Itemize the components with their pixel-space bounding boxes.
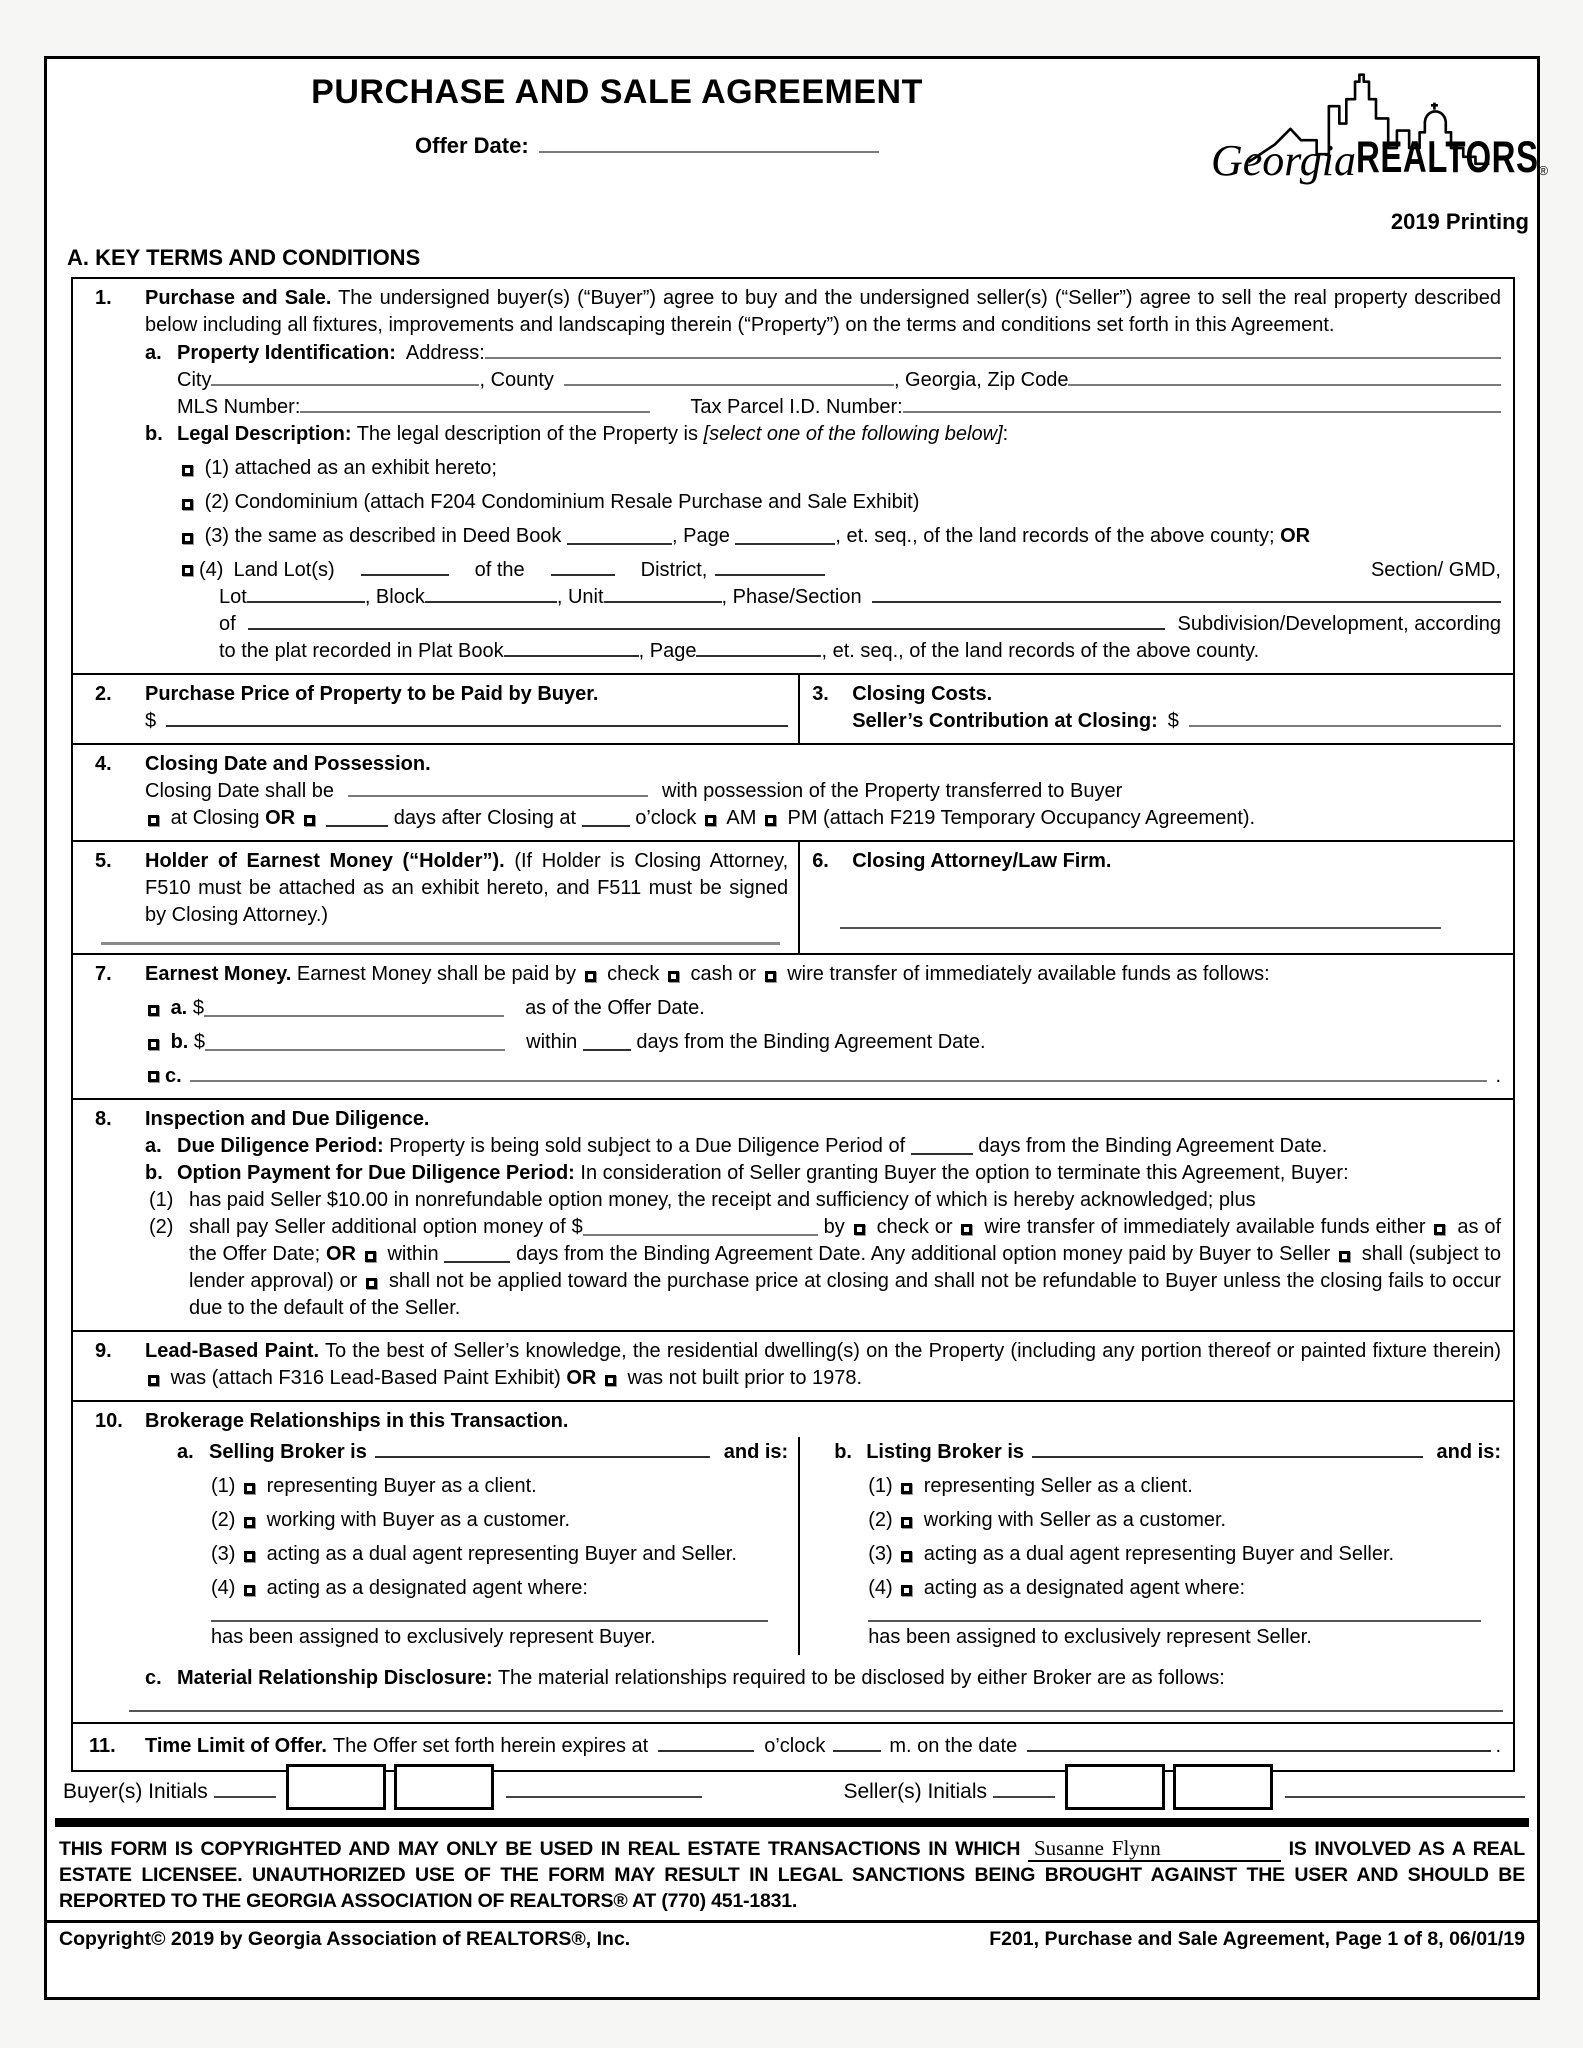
option-p2-text-d: wire transfer of immediately available funds either [984,1216,1426,1238]
listing-broker-col [800,1437,1513,1655]
listing-opt1-num: (1) [868,1475,893,1497]
item-6 [800,842,1513,953]
listing-opt3-label: acting as a dual agent representing Buyer and Seller. [923,1543,1395,1565]
closing-or: OR [265,807,296,829]
item-4-title: Closing Date and Possession. [145,753,431,775]
copyright-row [47,1920,1537,1959]
item-11-number: 11. [89,1735,116,1757]
earnest-b-dollar: $ [193,1031,206,1053]
selling-designated-checkbox[interactable] [244,1585,255,1596]
legal-desc-title: Legal Description: [177,423,352,445]
section-gmd-label: Section/ GMD, [1370,559,1501,581]
seller-initials-line[interactable] [993,1782,1055,1798]
buyer-initials-extra-line[interactable] [506,1782,702,1798]
item-5-number: 5. [95,850,112,872]
offer-expires-label: The Offer set forth herein expires at [332,1735,649,1757]
copyright-notice [59,1835,1525,1914]
selling-opt4-num: (4) [211,1577,236,1599]
option-p1-num: (1) [149,1189,174,1211]
lead-paint-text2: was (attach F316 Lead-Based Paint Exhibit) [170,1367,561,1389]
selling-opt1-num: (1) [211,1475,236,1497]
separator-bar [55,1818,1529,1827]
option-p2-text-h: shall (subject to lender approval) or [189,1243,1502,1292]
item-11-period: . [1495,1735,1501,1757]
form-title: PURCHASE AND SALE AGREEMENT [311,73,923,111]
earnest-a-checkbox[interactable] [148,1005,159,1016]
pm-checkbox[interactable] [765,815,776,826]
selling-dual-checkbox[interactable] [244,1551,255,1562]
earnest-c-letter: c. [165,1065,182,1087]
option-p2-text-f: within [387,1243,439,1265]
option-days-field[interactable] [444,1245,510,1263]
due-diligence-days-field[interactable] [911,1137,973,1155]
seller-contribution-field[interactable] [1189,709,1501,727]
item-7 [73,953,1513,1098]
material-disclosure-field[interactable] [129,1708,1503,1712]
form-reference: F201, Purchase and Sale Agreement, Page 1 of 8, 06/01/19 [989,1928,1525,1950]
item-4 [73,743,1513,840]
mls-field[interactable] [300,395,650,413]
material-disclosure-body: The material relationships required to be disclosed by either Broker are as follows: [497,1667,1225,1689]
seller-initials-label: Seller(s) Initials [843,1780,987,1803]
selling-opt2-num: (2) [211,1509,236,1531]
legal-text-2: IS INVOLVED AS A REAL ESTATE LICENSEE. UNAUTHORIZED USE OF THE FORM MAY RESULT IN LEGAL SANCTIONS BEING BROUGHT AGAINST THE USER AND SHOULD BE REPORTED TO THE GEORGIA ASSOCIATION OF REALTORS® AT (770) 451-1831. [59,1838,1525,1912]
item-5-body: (If Holder is Closing Attorney, F510 must be attached as an exhibit hereto, and F511 must be signed by Closing Attorney.) [145,850,789,926]
district-number-field[interactable] [551,558,615,576]
lead-paint-wasnot-checkbox[interactable] [605,1375,616,1386]
lot-field[interactable] [247,585,365,603]
legal-desc-lead: The legal description of the Property is [356,423,698,445]
option-or: OR [325,1243,356,1265]
legal-opt2-num: (2) [204,491,230,513]
block-field[interactable] [425,585,557,603]
address-label: Address: [405,342,485,364]
item-1-title: Purchase and Sale. [145,287,332,309]
city-label: City [177,369,212,391]
earnest-cash-label: cash or [690,963,757,985]
platpage-label: , Page [638,640,697,662]
option-wire-checkbox[interactable] [961,1224,972,1235]
form-border-frame [44,56,1549,2000]
earnest-a-dollar: $ [192,997,204,1019]
option-p2-text-b: by [823,1216,845,1238]
item-1a-letter: a. [145,342,162,364]
item-4-number: 4. [95,753,112,775]
pm-label: PM (attach F219 Temporary Occupancy Agreement). [787,807,1256,829]
item-8-number: 8. [95,1108,112,1130]
earnest-a-amount-field[interactable] [204,999,504,1017]
legal-opt3-num: (3) [204,525,230,547]
tax-parcel-field[interactable] [903,395,1501,413]
legal-opt1-num: (1) [204,457,230,479]
earnest-check-label: check [607,963,660,985]
selling-opt3-num: (3) [211,1543,236,1565]
copyright-line: Copyright© 2019 by Georgia Association of REALTORS®, Inc. [59,1928,631,1950]
seller-initials-box-2[interactable] [1173,1764,1273,1810]
item-8 [73,1098,1513,1330]
county-field[interactable] [564,368,894,386]
item-11-title: Time Limit of Offer. [145,1735,327,1757]
key-terms-table [71,277,1515,1772]
due-diligence-text2: days from the Binding Agreement Date. [978,1135,1328,1157]
item-5-title: Holder of Earnest Money (“Holder”). [145,850,505,872]
item-8b-letter: b. [145,1162,163,1184]
listing-opt3-num: (3) [868,1543,893,1565]
selling-broker-col [73,1437,800,1655]
option-within-checkbox[interactable] [365,1251,376,1262]
phase-field[interactable] [872,585,1501,603]
tax-parcel-label: Tax Parcel I.D. Number: [690,396,903,418]
oclock-label: o’clock [635,807,697,829]
earnest-cash-checkbox[interactable] [668,971,679,982]
platbook-label: to the plat recorded in Plat Book [219,640,504,662]
item-10-number: 10. [95,1410,123,1432]
logo-realtors-word: REALTORS [1356,131,1539,182]
item-2-3-row [73,673,1513,743]
closing-date-label: Closing Date shall be [145,780,334,802]
listing-opt2-num: (2) [868,1509,893,1531]
city-field[interactable] [211,368,479,386]
platbook-field[interactable] [504,639,639,657]
earnest-b-letter: b. [170,1031,189,1053]
form-header [47,59,1549,245]
listing-customer-checkbox[interactable] [901,1517,912,1528]
listing-designated-checkbox[interactable] [901,1585,912,1596]
legal-landlot-checkbox[interactable] [182,565,193,576]
legal-opt4-num: (4) [199,559,224,581]
earnest-wire-checkbox[interactable] [765,971,776,982]
option-p2-num: (2) [149,1216,174,1238]
seller-initials-extra-line[interactable] [1285,1782,1525,1798]
listing-opt2-label: working with Seller as a customer. [923,1509,1227,1531]
buyer-initials-box-1[interactable] [286,1764,386,1810]
expire-oclock-label: o’clock [764,1735,826,1757]
phase-label: , Phase/Section [721,586,862,608]
mls-label: MLS Number: [177,396,301,418]
material-disclosure-title: Material Relationship Disclosure: [177,1667,493,1689]
possession-label: with possession of the Property transferred to Buyer [662,780,1123,802]
option-offerdate-checkbox[interactable] [1434,1224,1445,1235]
item-6-number: 6. [812,850,829,872]
item-1-body: The undersigned buyer(s) (“Buyer”) agree to buy and the undersigned seller(s) (“Seller”) agree to sell the real property described below including all fixtures, improvements and landscaping therein (“Property”) on the terms and conditions set forth in this Agreement. [145,287,1501,336]
expire-ampm-field[interactable] [833,1734,881,1752]
closing-time-field[interactable] [582,809,630,827]
logo-georgia-script: Georgia [1211,136,1357,185]
subdivision-field[interactable] [248,612,1166,630]
listing-dual-checkbox[interactable] [901,1551,912,1562]
expire-date-field[interactable] [1027,1734,1491,1752]
expire-time-field[interactable] [658,1734,754,1752]
earnest-c-period: . [1495,1065,1501,1087]
legal-opt3-or: OR [1280,525,1311,547]
offer-date-label: Offer Date: [415,133,529,158]
selling-customer-checkbox[interactable] [244,1517,255,1528]
am-label: AM [726,807,757,829]
option-p2-text-a: shall pay Seller additional option money of $ [189,1216,583,1238]
of-label: of [219,613,236,635]
item-5-6-row [73,840,1513,953]
item-6-title: Closing Attorney/Law Firm. [852,850,1112,872]
printing-year: 2019 Printing [1390,209,1529,234]
block-label: , Block [364,586,425,608]
legal-desc-select-note: [select one of the following below] [703,423,1003,445]
listing-assigned-label: has been assigned to exclusively represent Seller. [868,1626,1312,1648]
deed-book-field[interactable] [567,527,672,545]
earnest-lead: Earnest Money shall be paid by [296,963,576,985]
option-shallnot-checkbox[interactable] [366,1278,377,1289]
legal-attached-checkbox[interactable] [182,465,193,476]
listing-opt4-num: (4) [868,1577,893,1599]
landlot-field[interactable] [361,558,449,576]
earnest-c-field[interactable] [190,1064,1488,1082]
earnest-b-label: days from the Binding Agreement Date. [636,1031,986,1053]
licensee-name: Susanne Flynn [1028,1836,1281,1862]
closing-date-field[interactable] [348,779,648,797]
county-label: , County [479,369,554,391]
listing-broker-field[interactable] [1032,1440,1423,1458]
days-after-label: days after Closing at [393,807,577,829]
lead-paint-was-checkbox[interactable] [148,1375,159,1386]
unit-label: , Unit [556,586,604,608]
legal-opt1-label: attached as an exhibit hereto; [234,457,497,479]
lot-label: Lot [219,586,247,608]
deed-page-field[interactable] [735,527,835,545]
earnest-check-checkbox[interactable] [585,971,596,982]
landlot-label: Land Lot(s) [233,559,335,581]
selling-opt2-label: working with Buyer as a customer. [266,1509,571,1531]
item-2 [73,675,800,743]
ofthe-label: of the [474,559,525,581]
initials-strip [55,1772,1529,1816]
item-10a-letter: a. [177,1441,194,1463]
platpage-field[interactable] [696,639,821,657]
item-2-number: 2. [95,683,112,705]
option-p1-text: has paid Seller $10.00 in nonrefundable option money, the receipt and sufficiency of which is hereby acknowledged; plus [189,1189,1256,1211]
listing-opt1-label: representing Seller as a client. [923,1475,1193,1497]
option-p2-text-c: check or [876,1216,953,1238]
holder-name-field[interactable] [101,939,780,945]
lead-paint-text3: was not built prior to 1978. [627,1367,863,1389]
days-after-checkbox[interactable] [304,815,315,826]
item-2-title: Purchase Price of Property to be Paid by Buyer. [145,683,599,705]
selling-broker-label: Selling Broker is [209,1441,367,1463]
option-shall-checkbox[interactable] [1339,1251,1350,1262]
option-p2-text-g: days from the Binding Agreement Date. Any additional option money paid by Buyer to Seller [516,1243,1331,1265]
item-1-number: 1. [95,287,112,309]
zip-field[interactable] [1068,368,1501,386]
selling-assigned-label: has been assigned to exclusively represent Buyer. [211,1626,656,1648]
selling-andis-label: and is: [723,1441,789,1463]
seller-initials-box-1[interactable] [1065,1764,1165,1810]
earnest-b-within: within [526,1031,578,1053]
listing-broker-label: Listing Broker is [866,1441,1024,1463]
item-9 [73,1330,1513,1400]
selling-client-checkbox[interactable] [244,1483,255,1494]
listing-client-checkbox[interactable] [901,1483,912,1494]
offer-date-input[interactable] [539,135,879,153]
lead-paint-text1: To the best of Seller’s knowledge, the residential dwelling(s) on the Property (including any portion thereof or painted fixture therein) [324,1340,1501,1362]
section-field[interactable] [715,558,825,576]
option-payment-lead: In consideration of Seller granting Buyer the option to terminate this Agreement, Buyer: [580,1162,1349,1184]
zip-label: , Georgia, Zip Code [893,369,1069,391]
item-3-title: Closing Costs. [852,683,993,705]
item-3 [800,675,1513,743]
due-diligence-title: Due Diligence Period: [177,1135,384,1157]
selling-opt3-label: acting as a dual agent representing Buyer and Seller. [266,1543,737,1565]
item-9-title: Lead-Based Paint. [145,1340,320,1362]
selling-opt1-label: representing Buyer as a client. [266,1475,537,1497]
unit-field[interactable] [604,585,722,603]
expire-date-label: m. on the date [889,1735,1018,1757]
buyer-initials-box-2[interactable] [394,1764,494,1810]
registered-mark: ® [1538,163,1549,178]
option-money-field[interactable] [583,1218,818,1236]
item-10-title: Brokerage Relationships in this Transaction. [145,1410,569,1432]
item-10b-letter: b. [834,1441,852,1463]
legal-deedbook-checkbox[interactable] [182,533,193,544]
earnest-c-checkbox[interactable] [148,1071,159,1082]
earnest-b-checkbox[interactable] [148,1039,159,1050]
earnest-b-days-field[interactable] [583,1033,631,1051]
selling-opt4-label: acting as a designated agent where: [266,1577,588,1599]
legal-condo-checkbox[interactable] [182,499,193,510]
price-dollar-sign: $ [145,710,157,732]
due-diligence-text: Property is being sold subject to a Due Diligence Period of [389,1135,906,1157]
selling-agent-name-field[interactable] [211,1618,768,1622]
item-5 [73,842,800,953]
offer-date-row [415,133,879,159]
property-id-title: Property Identification: [177,342,396,364]
item-1b-letter: b. [145,423,163,445]
item-3-number: 3. [812,683,829,705]
contribution-dollar-sign: $ [1167,710,1179,732]
listing-agent-name-field[interactable] [868,1618,1481,1622]
legal-opt3-text-c: , et. seq., of the land records of the above county; [835,525,1275,547]
option-check-checkbox[interactable] [854,1224,865,1235]
at-closing-label: at Closing [170,807,260,829]
item-7-number: 7. [95,963,112,985]
subdivision-label: Subdivision/Development, according [1177,613,1501,635]
days-after-field[interactable] [326,809,388,827]
section-a-heading: A. KEY TERMS AND CONDITIONS [67,245,421,270]
item-10c-letter: c. [145,1667,162,1689]
earnest-a-letter: a. [170,997,188,1019]
am-checkbox[interactable] [705,815,716,826]
item-1: 1. Purchase and Sale. The undersigned buyer(s) (“Buyer”) agree to buy and the undersigned seller(s) (“Seller”) agree to sell the real property described below including all fixtures, improvements and landscaping therein (“Property”) on the terms and conditions set forth in this Agreement. a. Property Identification: Address: City , County , Georgia, Zip Code MLS Number: Tax Parcel I.D. Number: b. Legal Description: The legal description of the Property is [select one of the following below]: (1) attached as an exhibit hereto; (2) Condominium (attach F204 Condominium Resale Purchase and Sale Exhibit) (3) the same as described in Deed Book , Page , et. seq., of the land records of the above county; OR (4) Land Lot(s) of the District, Section/ GMD, Lot , Block , Unit , Phase/Section of Subdivision/Development, according to the plat recorded in Plat Book , Page , et. seq., of the land records of the above county. [73,279,1513,673]
option-p2-text-i: shall not be applied toward the purchase price at closing and shall not be refundable to Buyer unless the closing fails to occur due to the default of the Seller. [189,1270,1502,1319]
item-8a-letter: a. [145,1135,162,1157]
lead-paint-or: OR [566,1367,597,1389]
district-label: District, [640,559,708,581]
item-10 [73,1400,1513,1722]
option-payment-title: Option Payment for Due Diligence Period: [177,1162,575,1184]
address-field[interactable] [485,341,1501,359]
listing-opt4-label: acting as a designated agent where: [923,1577,1246,1599]
legal-opt3-text-b: , Page [672,525,730,547]
legal-text-1: THIS FORM IS COPYRIGHTED AND MAY ONLY BE USED IN REAL ESTATE TRANSACTIONS IN WHICH [59,1838,1021,1860]
legal-opt2-label: Condominium (attach F204 Condominium Resale Purchase and Sale Exhibit) [234,491,920,513]
item-7-title: Earnest Money. [145,963,292,985]
item-8-title: Inspection and Due Diligence. [145,1108,430,1130]
earnest-b-amount-field[interactable] [205,1033,505,1051]
legal-opt3-text-a: the same as described in Deed Book [234,525,562,547]
item-11 [73,1722,1513,1770]
georgia-realtors-logo [1211,73,1549,185]
at-closing-checkbox[interactable] [148,815,159,826]
listing-andis-label: and is: [1436,1441,1501,1463]
selling-broker-field[interactable] [375,1440,710,1458]
item-9-number: 9. [95,1340,112,1362]
seller-contribution-label: Seller’s Contribution at Closing: [852,710,1158,732]
option-p2-text-e: as of the Offer Date; [189,1216,1502,1265]
closing-attorney-field[interactable] [840,923,1441,929]
buyer-initials-label: Buyer(s) Initials [63,1780,208,1803]
platseq-label: , et. seq., of the land records of the above county. [821,640,1260,662]
buyer-initials-line[interactable] [214,1782,276,1798]
earnest-a-label: as of the Offer Date. [525,997,705,1019]
purchase-price-field[interactable] [166,709,788,727]
earnest-wire-label: wire transfer of immediately available funds as follows: [787,963,1270,985]
